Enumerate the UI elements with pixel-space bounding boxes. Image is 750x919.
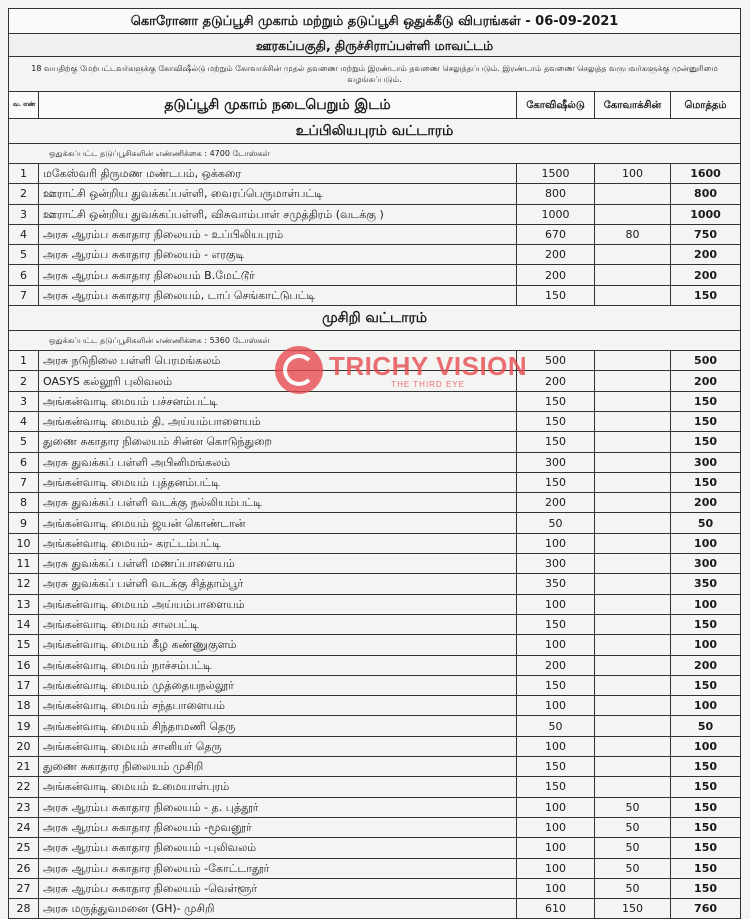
row-camp-location: அங்கன்வாடி மையம் அய்யம்பாளையம்: [39, 594, 517, 614]
row-serial-number: 16: [9, 655, 39, 675]
row-serial-number: 1: [9, 164, 39, 184]
watermark-brand: TRICHY VISION: [329, 350, 528, 381]
header-total: மொத்தம்: [671, 92, 741, 119]
table-row: [9, 472, 741, 492]
table-row: [9, 594, 741, 614]
row-covaxin-doses: 50: [595, 817, 671, 837]
header-serial-number: வ. எண்: [9, 92, 39, 119]
row-covaxin-doses: [595, 493, 671, 513]
row-camp-location: அங்கன்வாடி மையம் முத்தையநல்லூர்: [39, 675, 517, 695]
table-row: [9, 716, 741, 736]
row-covishield-doses: 610: [517, 899, 595, 919]
row-total-doses: 150: [671, 411, 741, 431]
row-serial-number: 26: [9, 858, 39, 878]
row-camp-location: அரசு ஆரம்ப சுகாதார நிலையம், டாப் செங்காட்டுபட்டி: [39, 285, 517, 305]
row-covishield-doses: 200: [517, 655, 595, 675]
row-covishield-doses: 50: [517, 716, 595, 736]
row-covishield-doses: 150: [517, 411, 595, 431]
header-covishield: கோவிஷீல்டு: [517, 92, 595, 119]
table-row: [9, 554, 741, 574]
row-camp-location: அங்கன்வாடி மையம் நாச்சம்பட்டி: [39, 655, 517, 675]
row-camp-location: OASYS கல்லூரி புலிவலம்: [39, 371, 517, 391]
row-serial-number: 6: [9, 265, 39, 285]
row-covishield-doses: 150: [517, 675, 595, 695]
row-camp-location: ஊராட்சி ஒன்றிய துவக்கப்பள்ளி, வைரப்பெருமாள்பட்டி: [39, 184, 517, 204]
table-row: [9, 878, 741, 898]
row-total-doses: 100: [671, 533, 741, 553]
row-serial-number: 7: [9, 285, 39, 305]
row-total-doses: 150: [671, 675, 741, 695]
table-row: [9, 736, 741, 756]
row-covaxin-doses: [595, 533, 671, 553]
row-camp-location: அரசு துவக்கப் பள்ளி வடக்கு நல்லியம்பட்டி: [39, 493, 517, 513]
row-camp-location: அங்கன்வாடி மையம் சாலபட்டி: [39, 614, 517, 634]
row-serial-number: 10: [9, 533, 39, 553]
table-row: [9, 533, 741, 553]
row-camp-location: ஊராட்சி ஒன்றிய துவக்கப்பள்ளி, விசுவாம்பாள் சமுத்திரம் (வடக்கு ): [39, 204, 517, 224]
vaccination-table: [8, 8, 741, 919]
block-dose-count: ஒதுக்கப்பட்ட தடுப்பூசிகளின் எண்ணிக்கை : 4700 டோஸ்கள்: [9, 144, 741, 164]
row-covaxin-doses: 50: [595, 878, 671, 898]
row-covishield-doses: 100: [517, 838, 595, 858]
row-camp-location: அரசு ஆரம்ப சுகாதார நிலையம் -வெள்ளூர்: [39, 878, 517, 898]
row-total-doses: 200: [671, 493, 741, 513]
row-total-doses: 150: [671, 391, 741, 411]
row-covaxin-doses: [595, 351, 671, 371]
table-row: [9, 411, 741, 431]
row-covishield-doses: 200: [517, 245, 595, 265]
row-serial-number: 11: [9, 554, 39, 574]
row-covaxin-doses: [595, 432, 671, 452]
table-row: [9, 777, 741, 797]
row-camp-location: அங்கன்வாடி மையம் கீழ கண்ணுகுளம்: [39, 635, 517, 655]
row-total-doses: 150: [671, 757, 741, 777]
row-covaxin-doses: 150: [595, 899, 671, 919]
row-total-doses: 150: [671, 858, 741, 878]
row-covaxin-doses: [595, 716, 671, 736]
row-covishield-doses: 100: [517, 696, 595, 716]
row-camp-location: அங்கன்வாடி மையம் ஜயன் கொண்டான்: [39, 513, 517, 533]
row-serial-number: 3: [9, 204, 39, 224]
table-row: [9, 432, 741, 452]
row-covishield-doses: 150: [517, 472, 595, 492]
row-covaxin-doses: [595, 635, 671, 655]
row-total-doses: 200: [671, 371, 741, 391]
row-covishield-doses: 150: [517, 285, 595, 305]
row-covishield-doses: 200: [517, 371, 595, 391]
row-camp-location: அரசு ஆரம்ப சுகாதார நிலையம் -கோட்டாதூர்: [39, 858, 517, 878]
row-serial-number: 14: [9, 614, 39, 634]
row-total-doses: 100: [671, 696, 741, 716]
row-camp-location: அங்கன்வாடி மையம் பச்சனம்பட்டி: [39, 391, 517, 411]
table-row: [9, 817, 741, 837]
row-serial-number: 27: [9, 878, 39, 898]
row-total-doses: 150: [671, 472, 741, 492]
row-camp-location: மகேஸ்வரி திருமண மண்டபம், ஒக்கரை: [39, 164, 517, 184]
table-row: [9, 391, 741, 411]
row-covishield-doses: 300: [517, 452, 595, 472]
row-serial-number: 1: [9, 351, 39, 371]
table-row: [9, 635, 741, 655]
row-covishield-doses: 100: [517, 533, 595, 553]
row-camp-location: அங்கன்வாடி மையம் சிந்தாமணி தெரு: [39, 716, 517, 736]
table-row: [9, 184, 741, 204]
row-covishield-doses: 1000: [517, 204, 595, 224]
row-serial-number: 4: [9, 411, 39, 431]
row-covaxin-doses: [595, 184, 671, 204]
row-covaxin-doses: [595, 757, 671, 777]
row-total-doses: 300: [671, 452, 741, 472]
row-serial-number: 23: [9, 797, 39, 817]
row-total-doses: 150: [671, 614, 741, 634]
row-total-doses: 200: [671, 655, 741, 675]
row-camp-location: அரசு துவக்கப் பள்ளி அபினிமங்கலம்: [39, 452, 517, 472]
row-covishield-doses: 150: [517, 432, 595, 452]
row-serial-number: 5: [9, 245, 39, 265]
row-covaxin-doses: [595, 696, 671, 716]
row-total-doses: 100: [671, 736, 741, 756]
row-covaxin-doses: 50: [595, 858, 671, 878]
row-covaxin-doses: [595, 245, 671, 265]
row-total-doses: 300: [671, 554, 741, 574]
block-dose-count: ஒதுக்கப்பட்ட தடுப்பூசிகளின் எண்ணிக்கை : 5360 டோஸ்கள்: [9, 331, 741, 351]
row-covaxin-doses: [595, 614, 671, 634]
row-total-doses: 200: [671, 265, 741, 285]
row-serial-number: 19: [9, 716, 39, 736]
row-covaxin-doses: [595, 777, 671, 797]
row-serial-number: 7: [9, 472, 39, 492]
row-total-doses: 50: [671, 513, 741, 533]
row-camp-location: அங்கன்வாடி மையம் சந்தபாளையம்: [39, 696, 517, 716]
block-name: உப்பிலியபுரம் வட்டாரம்: [9, 119, 741, 144]
row-camp-location: துணை சுகாதார நிலையம் சின்ன கொடுந்துறை: [39, 432, 517, 452]
row-covishield-doses: 150: [517, 757, 595, 777]
watermark-tagline: THE THIRD EYE: [391, 379, 465, 389]
table-row: [9, 838, 741, 858]
row-covishield-doses: 1500: [517, 164, 595, 184]
table-row: [9, 224, 741, 244]
row-camp-location: அங்கன்வாடி மையம் புத்தனம்பட்டி: [39, 472, 517, 492]
row-covishield-doses: 100: [517, 594, 595, 614]
row-covaxin-doses: [595, 594, 671, 614]
row-total-doses: 750: [671, 224, 741, 244]
row-covaxin-doses: [595, 391, 671, 411]
row-serial-number: 8: [9, 493, 39, 513]
row-covaxin-doses: [595, 675, 671, 695]
row-covishield-doses: 350: [517, 574, 595, 594]
row-covishield-doses: 50: [517, 513, 595, 533]
eligibility-note: 18 வயதிற்கு மேற்பட்டவர்களுக்கு கோவிஷீல்டு மற்றும் கோவாக்சின் முதல் தவணை மற்றும் இரண்டாம் தவணை செலுத்தப்படும். இரண்டாம் தவணை செலுத்த வருபவர்களுக்கு முன்னுரிமை வழங்கப்படும்.: [9, 57, 741, 92]
row-covaxin-doses: [595, 452, 671, 472]
row-total-doses: 150: [671, 817, 741, 837]
table-row: [9, 675, 741, 695]
row-total-doses: 150: [671, 777, 741, 797]
row-camp-location: அரசு துவக்கப் பள்ளி வடக்கு சித்தாம்பூர்: [39, 574, 517, 594]
row-serial-number: 24: [9, 817, 39, 837]
row-total-doses: 350: [671, 574, 741, 594]
table-row: [9, 285, 741, 305]
row-total-doses: 150: [671, 797, 741, 817]
row-covaxin-doses: 100: [595, 164, 671, 184]
row-covaxin-doses: [595, 285, 671, 305]
document-title: கொரோனா தடுப்பூசி முகாம் மற்றும் தடுப்பூசி ஒதுக்கீடு விபரங்கள் - 06-09-2021: [9, 9, 741, 34]
row-covaxin-doses: [595, 574, 671, 594]
row-covishield-doses: 200: [517, 493, 595, 513]
row-total-doses: 500: [671, 351, 741, 371]
header-covaxin: கோவாக்சின்: [595, 92, 671, 119]
row-covishield-doses: 300: [517, 554, 595, 574]
row-covaxin-doses: [595, 554, 671, 574]
row-covaxin-doses: 50: [595, 838, 671, 858]
table-row: [9, 858, 741, 878]
row-serial-number: 21: [9, 757, 39, 777]
row-covishield-doses: 100: [517, 797, 595, 817]
row-serial-number: 2: [9, 184, 39, 204]
row-total-doses: 150: [671, 838, 741, 858]
row-camp-location: அங்கன்வாடி மையம் சானியர் தெரு: [39, 736, 517, 756]
table-row: [9, 493, 741, 513]
row-covishield-doses: 100: [517, 635, 595, 655]
row-covishield-doses: 100: [517, 736, 595, 756]
row-camp-location: அரசு மருத்துவமனை (GH)- முசிறி: [39, 899, 517, 919]
row-total-doses: 100: [671, 594, 741, 614]
row-serial-number: 17: [9, 675, 39, 695]
row-covaxin-doses: [595, 371, 671, 391]
row-camp-location: துணை சுகாதார நிலையம் முசிறி: [39, 757, 517, 777]
row-camp-location: அரசு துவக்கப் பள்ளி மணப்பாளையம்: [39, 554, 517, 574]
row-covaxin-doses: [595, 411, 671, 431]
row-camp-location: அங்கன்வாடி மையம்- கரட்டம்பட்டி: [39, 533, 517, 553]
row-serial-number: 2: [9, 371, 39, 391]
row-covaxin-doses: [595, 513, 671, 533]
table-row: [9, 696, 741, 716]
row-serial-number: 9: [9, 513, 39, 533]
block-name: முசிறி வட்டாரம்: [9, 306, 741, 331]
table-row: [9, 655, 741, 675]
table-row: [9, 351, 741, 371]
row-serial-number: 15: [9, 635, 39, 655]
row-covishield-doses: 800: [517, 184, 595, 204]
table-row: [9, 265, 741, 285]
row-serial-number: 25: [9, 838, 39, 858]
table-row: [9, 204, 741, 224]
row-covaxin-doses: 80: [595, 224, 671, 244]
row-camp-location: அரசு நடுநிலை பள்ளி பெரமங்கலம்: [39, 351, 517, 371]
row-total-doses: 150: [671, 878, 741, 898]
row-camp-location: அங்கன்வாடி மையம் தி. அய்யம்பாளையம்: [39, 411, 517, 431]
row-serial-number: 13: [9, 594, 39, 614]
row-camp-location: அரசு ஆரம்ப சுகாதார நிலையம் -மூவனூர்: [39, 817, 517, 837]
table-row: [9, 574, 741, 594]
row-covishield-doses: 200: [517, 265, 595, 285]
row-total-doses: 200: [671, 245, 741, 265]
table-row: [9, 371, 741, 391]
row-serial-number: 12: [9, 574, 39, 594]
table-row: [9, 164, 741, 184]
row-covaxin-doses: [595, 472, 671, 492]
row-total-doses: 800: [671, 184, 741, 204]
row-total-doses: 760: [671, 899, 741, 919]
table-header: [9, 92, 741, 119]
row-total-doses: 100: [671, 635, 741, 655]
row-camp-location: அரசு ஆரம்ப சுகாதார நிலையம் -புலிவலம்: [39, 838, 517, 858]
row-total-doses: 50: [671, 716, 741, 736]
table-row: [9, 452, 741, 472]
row-covaxin-doses: [595, 736, 671, 756]
row-covishield-doses: 100: [517, 858, 595, 878]
row-covaxin-doses: [595, 655, 671, 675]
row-serial-number: 6: [9, 452, 39, 472]
row-serial-number: 28: [9, 899, 39, 919]
row-total-doses: 1600: [671, 164, 741, 184]
row-serial-number: 5: [9, 432, 39, 452]
row-serial-number: 4: [9, 224, 39, 244]
row-covaxin-doses: [595, 265, 671, 285]
table-row: [9, 797, 741, 817]
table-row: [9, 757, 741, 777]
row-serial-number: 3: [9, 391, 39, 411]
row-camp-location: அரசு ஆரம்ப சுகாதார நிலையம் - உப்பிலியபுரம்: [39, 224, 517, 244]
row-covishield-doses: 500: [517, 351, 595, 371]
table-row: [9, 614, 741, 634]
row-covaxin-doses: [595, 204, 671, 224]
row-covaxin-doses: 50: [595, 797, 671, 817]
row-serial-number: 22: [9, 777, 39, 797]
row-camp-location: அரசு ஆரம்ப சுகாதார நிலையம் - த. புத்தூர்: [39, 797, 517, 817]
row-camp-location: அரசு ஆரம்ப சுகாதார நிலையம் - எரகுடி: [39, 245, 517, 265]
row-camp-location: அரசு ஆரம்ப சுகாதார நிலையம் B.மேட்டூர்: [39, 265, 517, 285]
row-covishield-doses: 150: [517, 777, 595, 797]
row-covishield-doses: 100: [517, 817, 595, 837]
allocation-sheet: [8, 8, 740, 919]
row-camp-location: அங்கன்வாடி மையம் உமையாள்புரம்: [39, 777, 517, 797]
row-covishield-doses: 150: [517, 391, 595, 411]
row-total-doses: 150: [671, 432, 741, 452]
row-total-doses: 150: [671, 285, 741, 305]
row-covishield-doses: 150: [517, 614, 595, 634]
row-serial-number: 18: [9, 696, 39, 716]
row-total-doses: 1000: [671, 204, 741, 224]
row-serial-number: 20: [9, 736, 39, 756]
row-covishield-doses: 670: [517, 224, 595, 244]
header-camp-location: தடுப்பூசி முகாம் நடைபெறும் இடம்: [39, 92, 517, 119]
table-row: [9, 513, 741, 533]
table-row: [9, 245, 741, 265]
document-subtitle: ஊரகப்பகுதி, திருச்சிராப்பள்ளி மாவட்டம்: [9, 34, 741, 57]
row-covishield-doses: 100: [517, 878, 595, 898]
